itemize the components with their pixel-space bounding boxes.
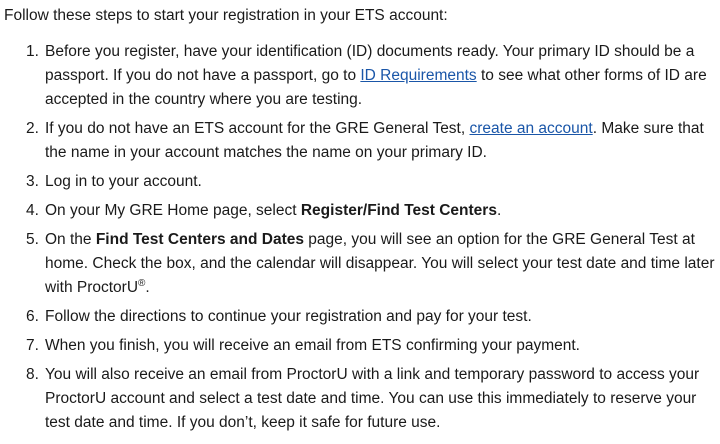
step-text: Follow the directions to continue your registration and pay for your test. [45,308,532,325]
step-1 [26,40,715,112]
step-5 [26,228,715,300]
step-text: . [145,279,150,296]
step-6 [26,305,715,329]
step-number: 3. [26,173,39,190]
step-number: 2. [26,120,39,137]
step-number: 1. [26,43,39,60]
step-text: On your My GRE Home page, select [45,202,301,219]
steps-list [0,40,715,440]
step-number: 5. [26,231,39,248]
registered-mark: ® [138,278,146,289]
step-number: 8. [26,366,39,383]
step-text: Before you register, have your identification (ID) documents ready. Your primary ID should be a passport. If you do not have a passport, go to [45,43,695,84]
step-number: 4. [26,202,39,219]
step-text: If you do not have an ETS account for the GRE General Test, [45,120,470,137]
step-4 [26,199,715,223]
step-bold-text: Find Test Centers and Dates [95,231,304,248]
step-8 [26,363,715,435]
step-7 [26,334,715,358]
step-text: Log in to your account. [45,173,202,190]
step-number: 6. [26,308,39,325]
step-text: On the [45,231,96,248]
create-account-link[interactable]: create an account [469,120,593,137]
id-requirements-link[interactable]: ID Requirements [360,67,477,84]
step-text: . Make sure that the name in your account matches the name on your primary ID. [45,120,704,161]
step-text: page, you will see an option for the GRE General Test at home. Check the box, and the calendar will disappear. You will select your test date and time later with ProctorU [45,231,715,296]
step-text: to see what other forms of ID are accepted in the country where you are testing. [45,67,707,108]
step-text: When you finish, you will receive an email from ETS confirming your payment. [45,337,580,354]
step-text: . [496,202,502,219]
step-bold-text: Register/Find Test Centers [300,202,497,219]
step-2 [26,117,715,165]
intro-text: Follow these steps to start your registration in your ETS account: [4,7,448,24]
step-number: 7. [26,337,39,354]
step-text: You will also receive an email from ProctorU with a link and temporary password to access your ProctorU account and select a test date and time. You can use this immediately to reserve your test date and time. If you don’t, keep it safe for future use. [45,366,700,431]
step-3 [26,170,715,194]
